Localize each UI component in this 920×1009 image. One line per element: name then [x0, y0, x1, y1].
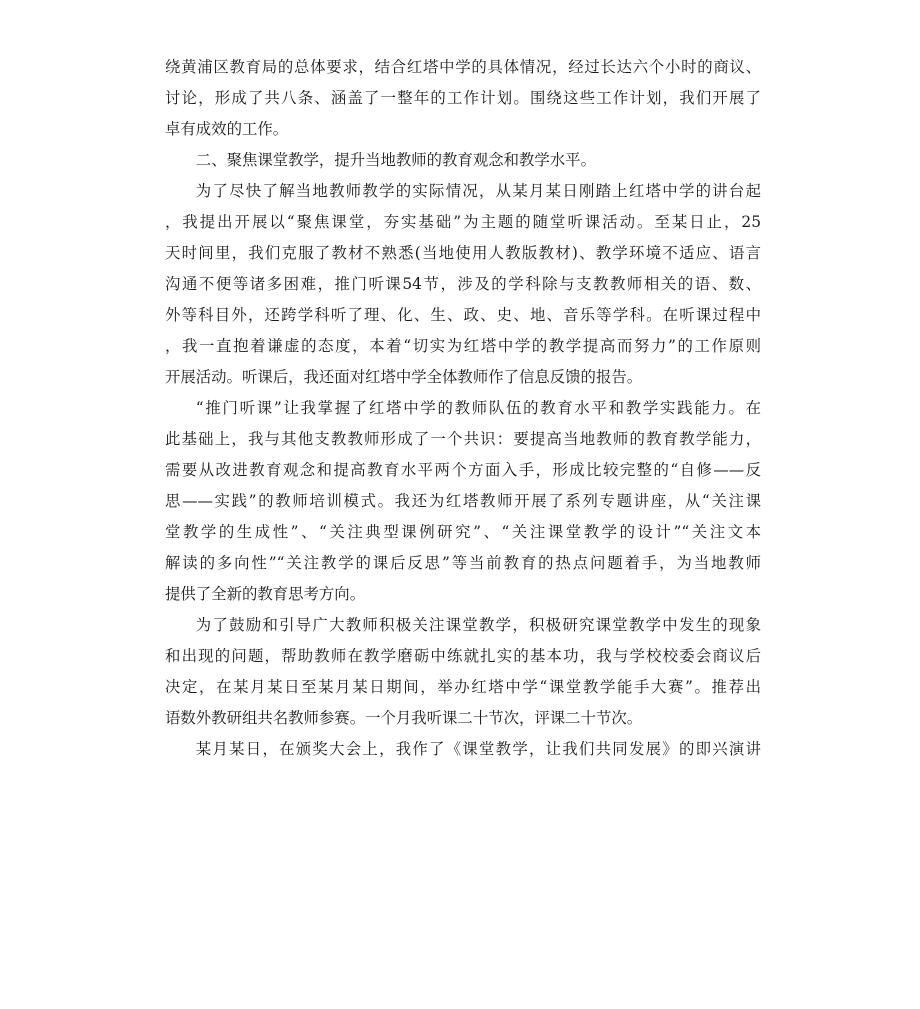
document-body	[165, 52, 761, 765]
text-line: 为了鼓励和引导广大教师积极关注课堂教学，积极研究课堂教学中发生的现象	[195, 616, 761, 634]
text-line: 此基础上，我与其他支教教师形成了一个共识：要提高当地教师的教育教学能力，	[165, 430, 761, 448]
text-line: “推门听课”让我掌握了红塔中学的教师队伍的教育水平和教学实践能力。在	[195, 399, 761, 417]
text-line: 讨论，形成了共八条、涵盖了一整年的工作计划。围绕这些工作计划，我们开展了	[165, 89, 761, 107]
text-line: 天时间里，我们克服了教材不熟悉(当地使用人教版教材)、教学环境不适应、语言	[165, 244, 761, 262]
text-line: ，我提出开展以“聚焦课堂，夯实基础”为主题的随堂听课活动。至某日止，25	[165, 213, 761, 231]
text-line: 卓有成效的工作。	[165, 120, 289, 138]
text-line: 开展活动。听课后，我还面对红塔中学全体教师作了信息反馈的报告。	[165, 368, 643, 386]
text-line: 外等科目外，还跨学科听了理、化、生、政、史、地、音乐等学科。在听课过程中	[165, 306, 761, 324]
text-line: 堂教学的生成性”、“关注典型课例研究”、“关注课堂教学的设计”“关注文本	[165, 523, 761, 541]
text-line: 思——实践”的教师培训模式。我还为红塔教师开展了系列专题讲座，从“关注课	[165, 492, 761, 510]
text-line: 解读的多向性”“关注教学的课后反思”等当前教育的热点问题着手，为当地教师	[165, 554, 761, 572]
text-line: 决定，在某月某日至某月某日期间，举办红塔中学“课堂教学能手大赛”。推荐出	[165, 678, 761, 696]
text-line: 和出现的问题，帮助教师在教学磨砺中练就扎实的基本功，我与学校校委会商议后	[165, 647, 761, 665]
text-line: 绕黄浦区教育局的总体要求，结合红塔中学的具体情况，经过长达六个小时的商议、	[165, 58, 761, 76]
section-heading: 二、聚焦课堂教学，提升当地教师的教育观念和教学水平。	[195, 151, 596, 169]
text-line: 某月某日，在颁奖大会上，我作了《课堂教学，让我们共同发展》的即兴演讲	[195, 740, 761, 758]
text-line: 沟通不便等诸多困难，推门听课54节，涉及的学科除与支教教师相关的语、数、	[165, 275, 761, 293]
text-line: 为了尽快了解当地教师教学的实际情况，从某月某日刚踏上红塔中学的讲台起	[195, 182, 761, 200]
text-line: 需要从改进教育观念和提高教育水平两个方面入手，形成比较完整的“自修——反	[165, 461, 761, 479]
text-line: 语数外教研组共名教师参赛。一个月我听课二十节次，评课二十节次。	[165, 709, 643, 727]
text-line: 提供了全新的教育思考方向。	[165, 585, 366, 603]
text-line: ，我一直抱着谦虚的态度，本着“切实为红塔中学的教学提高而努力”的工作原则	[165, 337, 761, 355]
